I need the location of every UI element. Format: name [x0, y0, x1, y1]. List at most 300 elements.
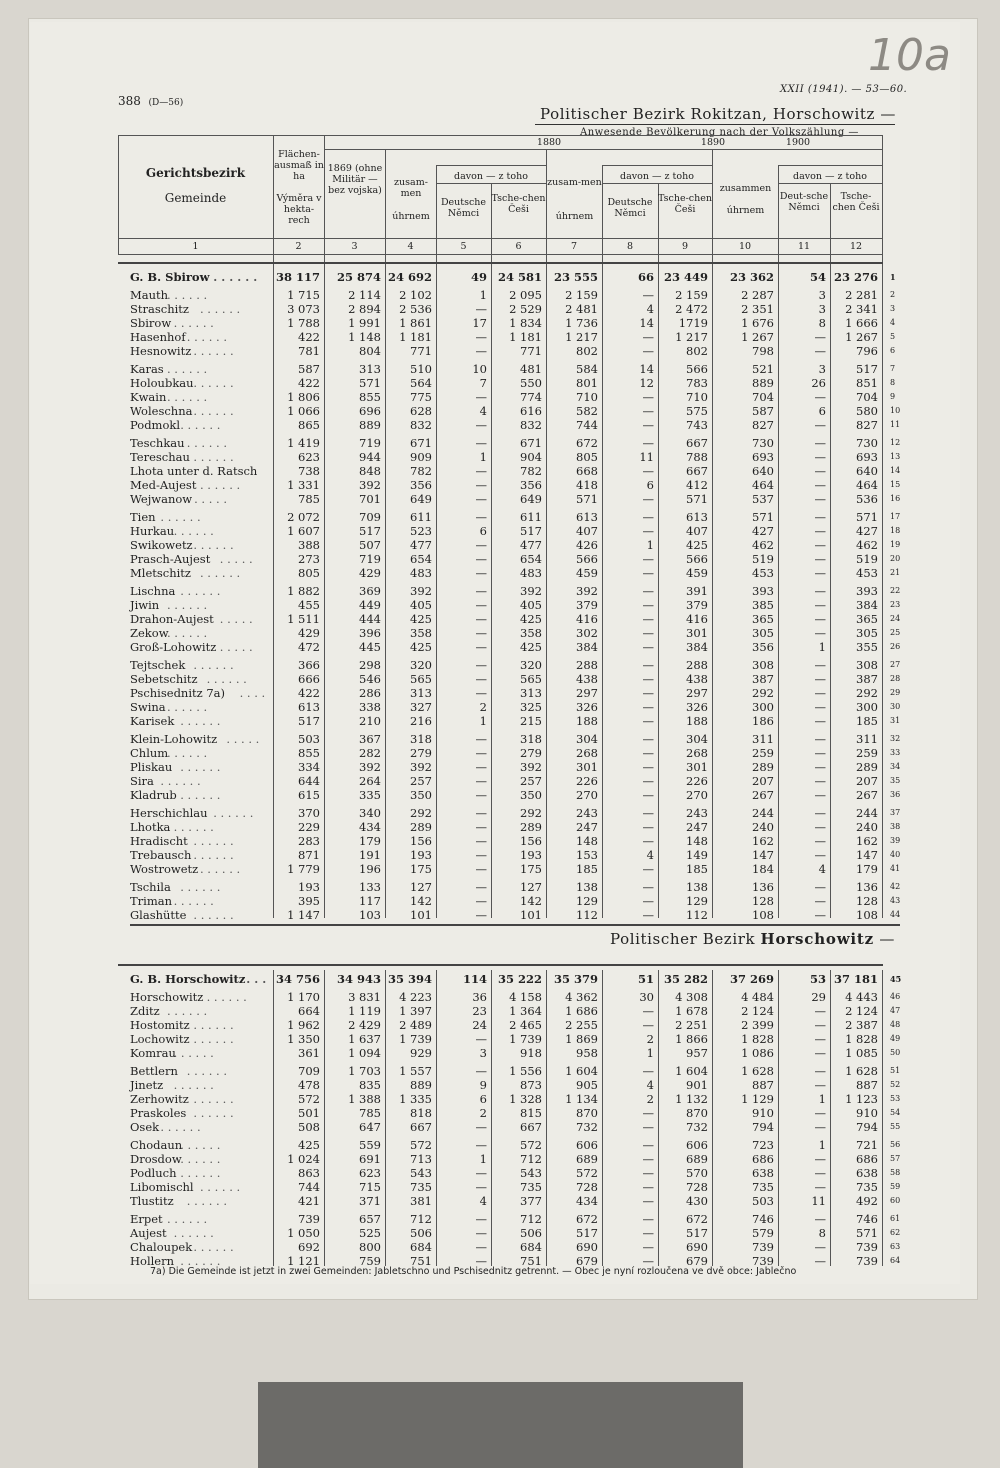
cell-col-12: 640 — [856, 464, 878, 478]
leader-dots: . . . . . . — [180, 418, 221, 432]
cell-col-12: 851 — [856, 376, 878, 390]
section-title-suffix: — — [879, 930, 895, 948]
cell-col-2: 1 607 — [287, 524, 320, 538]
table-row — [118, 774, 918, 788]
cell-col-4: 289 — [410, 820, 432, 834]
cell-col-2: 388 — [298, 538, 320, 552]
header-deutsche-1880: Deutsche Němci — [440, 197, 487, 219]
cell-col-10: 108 — [752, 908, 774, 922]
leader-dots: . . . . . . — [206, 672, 247, 686]
cell-col-10: 519 — [752, 552, 774, 566]
cell-col-3: 298 — [359, 658, 381, 672]
table-row — [118, 1212, 918, 1226]
cell-col-2: 1 511 — [287, 612, 320, 626]
cell-col-11: — — [814, 450, 826, 464]
cell-col-2: 863 — [298, 1166, 320, 1180]
cell-col-7: 148 — [576, 834, 598, 848]
cell-col-4: 425 — [410, 612, 432, 626]
cell-col-6: 1 556 — [509, 1064, 542, 1078]
cell-col-5: — — [475, 848, 487, 862]
cell-col-6: 4 158 — [509, 990, 542, 1004]
leader-dots: . . . . . . — [193, 908, 234, 922]
rule-sub — [778, 183, 882, 184]
leader-dots: . . . . . . — [193, 658, 234, 672]
cell-col-7: 270 — [576, 788, 598, 802]
cell-col-2: 283 — [298, 834, 320, 848]
cell-col-4: 1 739 — [399, 1032, 432, 1046]
cell-col-6: 1 364 — [509, 1004, 542, 1018]
cell-col-3: 785 — [359, 1106, 381, 1120]
cell-col-7: 805 — [576, 450, 598, 464]
cell-col-7: 426 — [576, 538, 598, 552]
header-1880: 1880 — [536, 137, 562, 148]
leader-dots: . . . . . . — [167, 700, 208, 714]
cell-col-3: 338 — [359, 700, 381, 714]
table-row — [118, 1046, 918, 1060]
cell-col-11: — — [814, 746, 826, 760]
cell-col-5: — — [475, 1064, 487, 1078]
row-index: 40 — [890, 850, 901, 859]
cell-col-8: 4 — [646, 302, 654, 316]
cell-col-11: — — [814, 492, 826, 506]
cell-col-6: 405 — [520, 598, 542, 612]
cell-col-2: 361 — [298, 1046, 320, 1060]
cell-col-3: 1 094 — [348, 1046, 381, 1060]
col-number: 1 — [192, 241, 199, 252]
cell-col-5: — — [475, 1240, 487, 1254]
cell-col-6: 774 — [520, 390, 542, 404]
cell-col-10: 1 267 — [741, 330, 774, 344]
row-index: 1 — [890, 272, 896, 282]
gemeinde-name: Hollern — [130, 1254, 175, 1268]
cell-col-5: 17 — [472, 316, 487, 330]
cell-col-6: 1 328 — [509, 1092, 542, 1106]
rule-mid — [118, 238, 883, 239]
cell-col-6: 289 — [520, 820, 542, 834]
leader-dots: . . . . . . — [193, 1240, 234, 1254]
col-number: 11 — [797, 241, 811, 252]
cell-col-2: 666 — [298, 672, 320, 686]
row-index: 6 — [890, 346, 896, 355]
cell-col-4: 381 — [410, 1194, 432, 1208]
header-deutsche-1890: Deutsche Němci — [607, 197, 653, 219]
cell-col-2: 422 — [298, 376, 320, 390]
cell-col-6: 142 — [520, 894, 542, 908]
col-number: 9 — [681, 241, 689, 252]
gemeinde-name: Hradischt — [130, 834, 188, 848]
cell-col-10: 292 — [752, 686, 774, 700]
cell-col-7: 243 — [576, 806, 598, 820]
cell-col-8: — — [642, 598, 654, 612]
cell-col-12: 739 — [856, 1254, 878, 1268]
cell-col-12: 686 — [856, 1152, 878, 1166]
cell-col-3: 210 — [359, 714, 381, 728]
cell-col-4: 889 — [410, 1078, 432, 1092]
title-rule — [535, 124, 895, 125]
cell-col-2: 613 — [298, 700, 320, 714]
cell-col-8: — — [642, 774, 654, 788]
cell-col-8: — — [642, 908, 654, 922]
cell-col-10: 1 828 — [741, 1032, 774, 1046]
gemeinde-name: Trebausch — [130, 848, 192, 862]
cell-col-3: 449 — [359, 598, 381, 612]
cell-col-2: 738 — [298, 464, 320, 478]
cell-col-7: 571 — [576, 492, 598, 506]
cell-col-4: 24 692 — [387, 270, 432, 284]
leader-dots: . . . . . . — [193, 344, 234, 358]
table-row — [118, 404, 918, 418]
gemeinde-name: Sbirow — [130, 316, 172, 330]
cell-col-4: 127 — [410, 880, 432, 894]
cell-col-5: — — [475, 1180, 487, 1194]
cell-col-4: 523 — [410, 524, 432, 538]
cell-col-3: 559 — [359, 1138, 381, 1152]
cell-col-5: — — [475, 510, 487, 524]
row-index: 9 — [890, 392, 896, 401]
cell-col-10: 464 — [752, 478, 774, 492]
cell-col-2: 623 — [298, 450, 320, 464]
cell-col-9: 1 217 — [675, 330, 708, 344]
cell-col-3: 715 — [359, 1180, 381, 1194]
cell-col-10: 730 — [752, 436, 774, 450]
cell-col-7: 2 481 — [565, 302, 598, 316]
table-row — [118, 1032, 918, 1046]
gemeinde-name: Zerhowitz — [130, 1092, 189, 1106]
cell-col-7: 2 255 — [565, 1018, 598, 1032]
cell-col-8: — — [642, 672, 654, 686]
leader-dots: . . . . . — [219, 640, 253, 654]
cell-col-7: 302 — [576, 626, 598, 640]
cell-col-8: 51 — [637, 972, 654, 986]
rule-bottom — [118, 254, 883, 255]
cell-col-12: 387 — [856, 672, 878, 686]
row-index: 7 — [890, 364, 896, 373]
cell-col-6: 873 — [520, 1078, 542, 1092]
cell-col-11: — — [814, 390, 826, 404]
cell-col-11: 29 — [811, 990, 826, 1004]
table-row — [118, 302, 918, 316]
cell-col-5: 4 — [479, 1194, 487, 1208]
leader-dots: . . . . . . — [167, 362, 208, 376]
row-index: 45 — [890, 974, 902, 984]
row-index: 18 — [890, 526, 901, 535]
cell-col-11: — — [814, 672, 826, 686]
cell-col-9: 788 — [686, 450, 708, 464]
gemeinde-name: Tejtschek — [130, 658, 186, 672]
header-flaeche: Flächen-ausmaß in ha — [274, 149, 324, 182]
cell-col-12: 721 — [856, 1138, 878, 1152]
cell-col-4: 2 489 — [399, 1018, 432, 1032]
table-row — [118, 700, 918, 714]
header-zusammen-1880: zusam-men — [394, 177, 428, 199]
cell-col-5: — — [475, 598, 487, 612]
col-rule — [546, 149, 547, 255]
cell-col-3: 1 991 — [348, 316, 381, 330]
table-row — [118, 640, 918, 654]
leader-dots: . . . . . . — [206, 990, 247, 1004]
cell-col-8: — — [642, 880, 654, 894]
table-header — [118, 135, 883, 255]
cell-col-6: 318 — [520, 732, 542, 746]
cell-col-2: 615 — [298, 788, 320, 802]
leader-dots: . . . . . . — [193, 376, 234, 390]
cell-col-2: 3 073 — [287, 302, 320, 316]
gemeinde-name: Karisek — [130, 714, 175, 728]
row-index: 11 — [890, 420, 901, 429]
cell-col-9: 1 604 — [675, 1064, 708, 1078]
rule-section2-start — [118, 964, 883, 966]
cell-col-9: 148 — [686, 834, 708, 848]
cell-col-2: 395 — [298, 894, 320, 908]
gemeinde-name: Tien — [130, 510, 156, 524]
table-row — [118, 880, 918, 894]
cell-col-2: 644 — [298, 774, 320, 788]
cell-col-4: 35 394 — [387, 972, 432, 986]
cell-col-5: — — [475, 330, 487, 344]
row-index: 2 — [890, 290, 896, 299]
cell-col-9: 613 — [686, 510, 708, 524]
cell-col-11: — — [814, 510, 826, 524]
cell-col-6: 24 581 — [497, 270, 542, 284]
cell-col-9: 1 678 — [675, 1004, 708, 1018]
cell-col-7: 668 — [576, 464, 598, 478]
row-index: 5 — [890, 332, 896, 341]
cell-col-4: 2 102 — [399, 288, 432, 302]
cell-col-7: 4 362 — [565, 990, 598, 1004]
cell-col-9: 802 — [686, 344, 708, 358]
rule-davon — [778, 165, 882, 166]
cell-col-7: 802 — [576, 344, 598, 358]
cell-col-11: — — [814, 418, 826, 432]
gemeinde-name: Tlustitz — [130, 1194, 174, 1208]
cell-col-7: 566 — [576, 552, 598, 566]
cell-col-9: 690 — [686, 1240, 708, 1254]
cell-col-12: 580 — [856, 404, 878, 418]
rule-davon — [602, 165, 712, 166]
leader-dots: . . . . . . — [186, 436, 228, 450]
cell-col-7: 434 — [576, 1194, 598, 1208]
cell-col-6: 35 222 — [497, 972, 542, 986]
cell-col-4: 671 — [410, 436, 432, 450]
cell-col-3: 429 — [359, 566, 381, 580]
cell-col-9: 1719 — [678, 316, 708, 330]
cell-col-7: 326 — [576, 700, 598, 714]
table-row — [118, 862, 918, 876]
leader-dots: . . . — [246, 972, 267, 986]
leader-dots: . . . . . . — [180, 760, 221, 774]
leader-dots: . . . . . . — [167, 746, 208, 760]
cell-col-4: 4 223 — [399, 990, 432, 1004]
cell-col-8: — — [642, 510, 654, 524]
row-index: 57 — [890, 1154, 901, 1163]
cell-col-8: — — [642, 390, 654, 404]
cell-col-8: — — [642, 1194, 654, 1208]
leader-dots: . . . . . . — [186, 1064, 228, 1078]
leader-dots: . . . . . . — [173, 524, 214, 538]
row-index: 64 — [890, 1256, 901, 1265]
table-row — [118, 478, 918, 492]
cell-col-6: 572 — [520, 1138, 542, 1152]
header-uhrnem-1880: úhrnem — [392, 211, 430, 222]
gemeinde-name: Pliskau — [130, 760, 173, 774]
cell-col-8: 66 — [637, 270, 654, 284]
cell-col-5: — — [475, 436, 487, 450]
cell-col-5: 2 — [479, 1106, 487, 1120]
cell-col-7: 138 — [576, 880, 598, 894]
cell-col-5: — — [475, 302, 487, 316]
cell-col-4: 1 335 — [399, 1092, 432, 1106]
cell-col-3: 392 — [359, 478, 381, 492]
cell-col-12: 207 — [856, 774, 878, 788]
cell-col-8: — — [642, 714, 654, 728]
row-index: 49 — [890, 1034, 901, 1043]
cell-col-12: 492 — [856, 1194, 878, 1208]
cell-col-10: 4 484 — [741, 990, 774, 1004]
cell-col-11: 53 — [809, 972, 826, 986]
cell-col-2: 805 — [298, 566, 320, 580]
cell-col-3: 855 — [359, 390, 381, 404]
cell-col-9: 129 — [686, 894, 708, 908]
cell-col-12: 464 — [856, 478, 878, 492]
cell-col-12: 1 123 — [845, 1092, 878, 1106]
leader-dots: . . . . . . — [167, 1212, 208, 1226]
cell-col-6: 356 — [520, 478, 542, 492]
leader-dots: . . . . . . — [186, 330, 228, 344]
cell-col-8: 4 — [646, 848, 654, 862]
col-rule — [324, 135, 325, 255]
cell-col-5: 1 — [479, 1152, 487, 1166]
cell-col-4: 257 — [410, 774, 432, 788]
cell-col-5: 114 — [462, 972, 487, 986]
table-row — [118, 584, 918, 598]
cell-col-5: — — [475, 584, 487, 598]
leader-dots: . . . . . . — [173, 1078, 214, 1092]
cell-col-2: 744 — [298, 1180, 320, 1194]
cell-col-4: 832 — [410, 418, 432, 432]
cell-col-11: — — [814, 584, 826, 598]
leader-dots: . . . . . . — [180, 788, 221, 802]
cell-col-4: 510 — [410, 362, 432, 376]
cell-col-8: 1 — [646, 1046, 654, 1060]
cell-col-9: 667 — [686, 436, 708, 450]
cell-col-6: 904 — [520, 450, 542, 464]
cell-col-2: 1 350 — [287, 1032, 320, 1046]
cell-col-12: 730 — [856, 436, 878, 450]
cell-col-3: 434 — [359, 820, 381, 834]
cell-col-5: 23 — [472, 1004, 487, 1018]
cell-col-12: 147 — [856, 848, 878, 862]
gemeinde-name: Jiwin — [130, 598, 160, 612]
cell-col-8: — — [642, 862, 654, 876]
cell-col-4: 350 — [410, 788, 432, 802]
leader-dots: . . . . . . — [160, 510, 201, 524]
table-row — [118, 362, 918, 376]
cell-col-6: 506 — [520, 1226, 542, 1240]
gemeinde-name: Hesnowitz — [130, 344, 192, 358]
gemeinde-name: Prasch-Aujest — [130, 552, 211, 566]
cell-col-2: 587 — [298, 362, 320, 376]
cell-col-11: 54 — [809, 270, 826, 284]
cell-col-10: 300 — [752, 700, 774, 714]
cell-col-7: 710 — [576, 390, 598, 404]
gemeinde-name: Hurkau — [130, 524, 175, 538]
rule-davon — [436, 165, 546, 166]
gemeinde-name: Groß-Lohowitz — [130, 640, 217, 654]
leader-dots: . . . . . . — [180, 1166, 221, 1180]
cell-col-7: 112 — [576, 908, 598, 922]
cell-col-10: 184 — [752, 862, 774, 876]
cell-col-5: — — [475, 1120, 487, 1134]
header-vymera: Výměra v hekta-rech — [276, 193, 322, 226]
cell-col-12: 4 443 — [845, 990, 878, 1004]
cell-col-8: — — [642, 834, 654, 848]
cell-col-4: 327 — [410, 700, 432, 714]
row-index: 38 — [890, 822, 901, 831]
cell-col-9: 138 — [686, 880, 708, 894]
cell-col-12: 365 — [856, 612, 878, 626]
cell-col-8: 30 — [639, 990, 654, 1004]
cell-col-3: 371 — [359, 1194, 381, 1208]
gemeinde-name: Swikowetz — [130, 538, 193, 552]
cell-col-4: 543 — [410, 1166, 432, 1180]
header-uhrnem-1890: úhrnem — [555, 211, 594, 222]
row-index: 21 — [890, 568, 901, 577]
cell-col-12: 453 — [856, 566, 878, 580]
cell-col-2: 422 — [298, 330, 320, 344]
cell-col-8: — — [642, 1106, 654, 1120]
cell-col-12: 571 — [856, 1226, 878, 1240]
cell-col-6: 483 — [520, 566, 542, 580]
cell-col-4: 735 — [410, 1180, 432, 1194]
gemeinde-name: Wostrowetz — [130, 862, 199, 876]
row-index: 19 — [890, 540, 901, 549]
cell-col-3: 719 — [359, 436, 381, 450]
cell-col-5: — — [475, 626, 487, 640]
table-row — [118, 1078, 918, 1092]
cell-col-6: 392 — [520, 584, 542, 598]
cell-col-9: 606 — [686, 1138, 708, 1152]
table-row — [118, 492, 918, 506]
cell-col-8: — — [642, 788, 654, 802]
table-row — [118, 330, 918, 344]
cell-col-2: 472 — [298, 640, 320, 654]
cell-col-12: 536 — [856, 492, 878, 506]
cell-col-8: — — [642, 464, 654, 478]
cell-col-6: 543 — [520, 1166, 542, 1180]
gemeinde-name: Libomischl — [130, 1180, 194, 1194]
cell-col-9: 288 — [686, 658, 708, 672]
row-index: 53 — [890, 1094, 901, 1103]
cell-col-12: 311 — [856, 732, 878, 746]
gemeinde-name: Lischna — [130, 584, 176, 598]
leader-dots: . . . . . . — [213, 270, 258, 284]
cell-col-12: 2 124 — [845, 1004, 878, 1018]
cell-col-4: 1 181 — [399, 330, 432, 344]
cell-col-2: 1 715 — [287, 288, 320, 302]
cell-col-9: 326 — [686, 700, 708, 714]
cell-col-6: 712 — [520, 1212, 542, 1226]
cell-col-9: 571 — [686, 492, 708, 506]
cell-col-11: — — [814, 1064, 826, 1078]
cell-col-9: 566 — [686, 362, 708, 376]
cell-col-6: 257 — [520, 774, 542, 788]
cell-col-10: 686 — [752, 1152, 774, 1166]
cell-col-4: 279 — [410, 746, 432, 760]
cell-col-4: 356 — [410, 478, 432, 492]
cell-col-8: — — [642, 1152, 654, 1166]
cell-col-11: 8 — [818, 316, 826, 330]
cell-col-10: 739 — [752, 1240, 774, 1254]
